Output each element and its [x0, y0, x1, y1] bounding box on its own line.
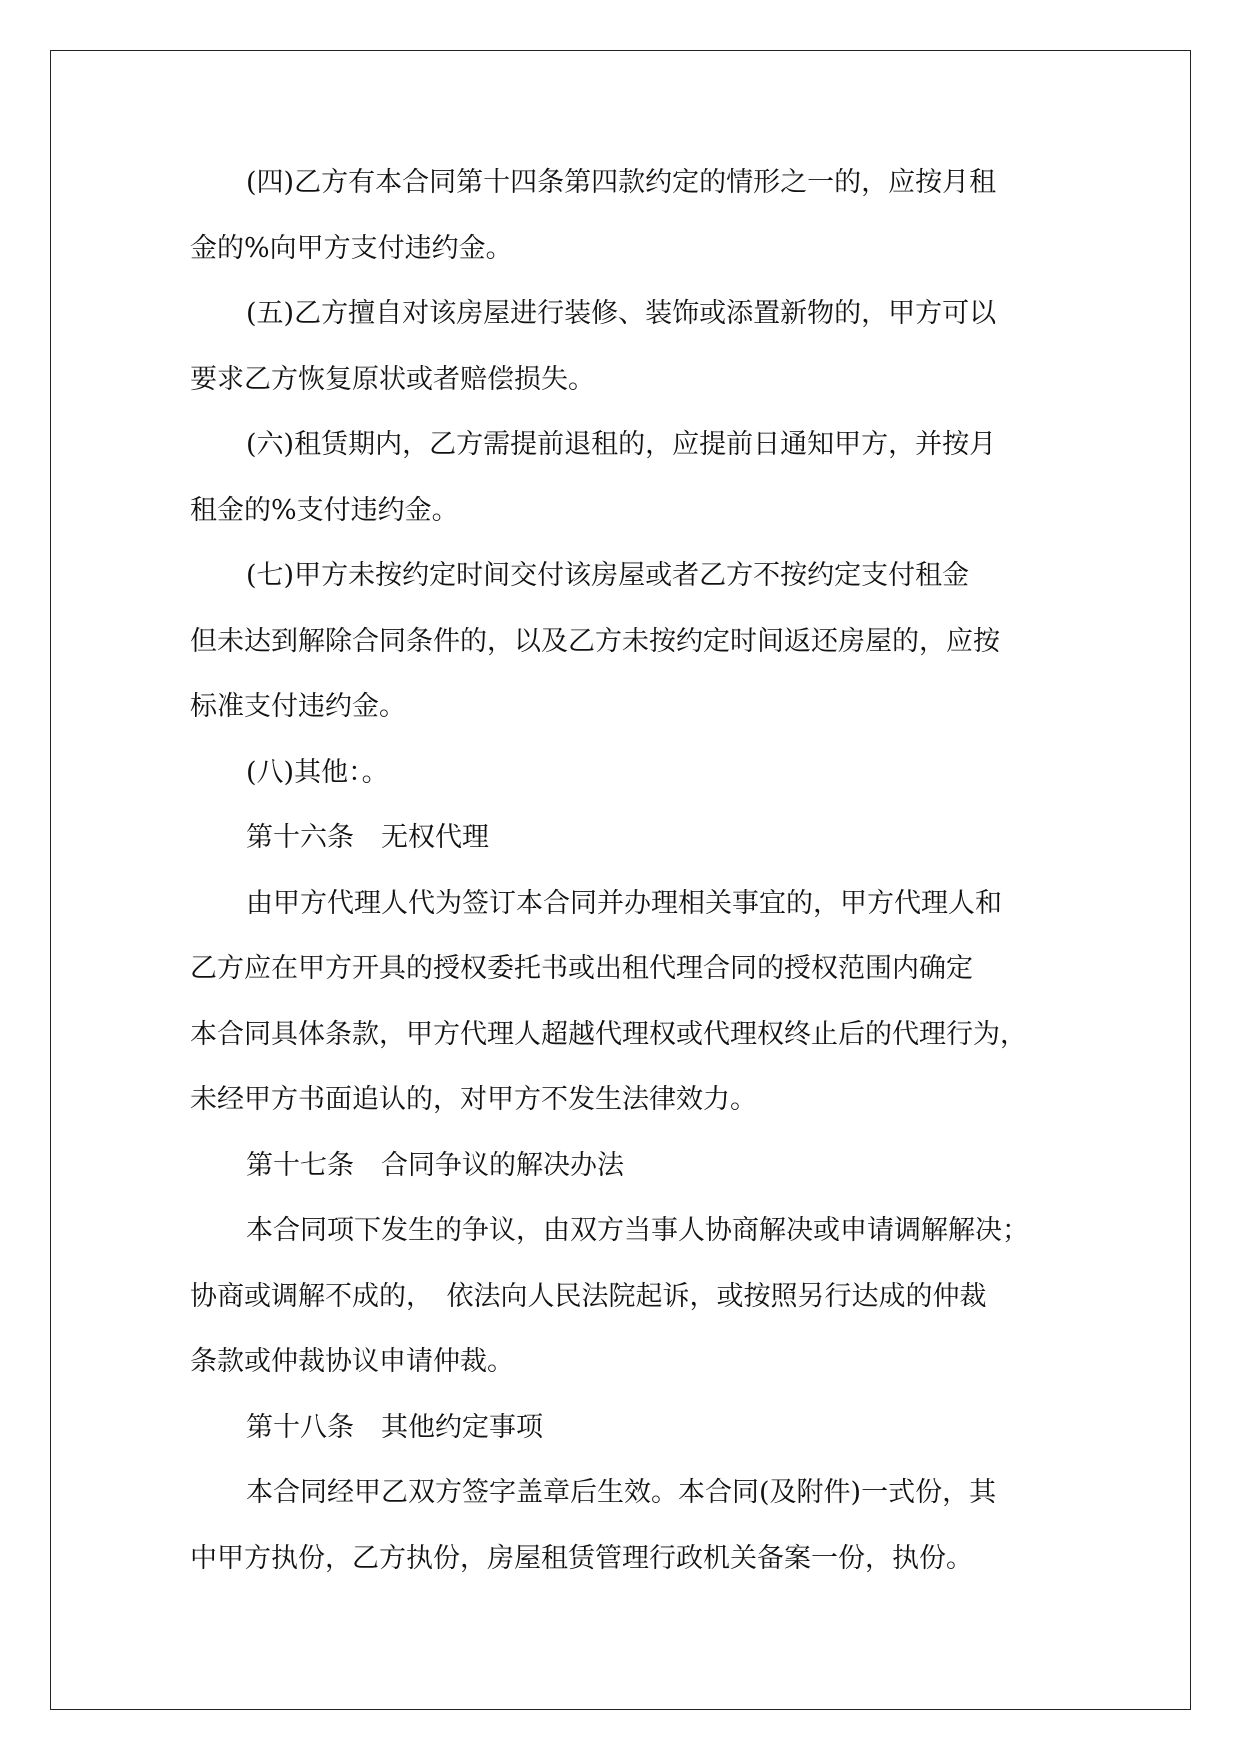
text-line: (五)乙方擅自对该房屋进行装修、装饰或添置新物的，甲方可以 [246, 298, 997, 329]
text-line: 要求乙方恢复原状或者赔偿损失。 [190, 363, 595, 395]
text-line: 协商或调解不成的， 依法向人民法院起诉，或按照另行达成的仲裁 [190, 1280, 987, 1312]
text-line: 条款或仲裁协议申请仲裁。 [190, 1346, 514, 1377]
text-line: 但未达到解除合同条件的，以及乙方未按约定时间返还房屋的，应按 [190, 625, 1000, 657]
text-line: (七)甲方未按约定时间交付该房屋或者乙方不按约定支付租金 [246, 560, 970, 591]
text-line: 第十八条 其他约定事项 [246, 1411, 543, 1443]
text-line: 由甲方代理人代为签订本合同并办理相关事宜的，甲方代理人和 [246, 887, 1002, 919]
text-line: 乙方应在甲方开具的授权委托书或出租代理合同的授权范围内确定 [190, 953, 973, 984]
text-line: 本合同项下发生的争议，由双方当事人协商解决或申请调解解决； [246, 1215, 1029, 1246]
text-line: 未经甲方书面追认的，对甲方不发生法律效力。 [190, 1084, 757, 1115]
text-line: 本合同具体条款，甲方代理人超越代理权或代理权终止后的代理行为， [190, 1018, 1027, 1050]
text-line: 金的%向甲方支付违约金。 [190, 232, 513, 264]
text-line: 标准支付违约金。 [190, 691, 406, 722]
text-line: 租金的%支付违约金。 [190, 494, 459, 526]
text-line: 第十七条 合同争议的解决办法 [246, 1149, 624, 1181]
text-line: (四)乙方有本合同第十四条第四款约定的情形之一的，应按月租 [246, 167, 997, 198]
document-body [190, 158, 1060, 1599]
text-line: 本合同经甲乙双方签字盖章后生效。本合同(及附件)一式份，其 [246, 1477, 997, 1508]
text-line: (六)租赁期内，乙方需提前退租的，应提前日通知甲方，并按月 [246, 429, 997, 460]
text-line: 中甲方执份，乙方执份，房屋租赁管理行政机关备案一份，执份。 [190, 1542, 973, 1574]
text-line: (八)其他：。 [246, 756, 389, 788]
text-line: 第十六条 无权代理 [246, 822, 489, 853]
